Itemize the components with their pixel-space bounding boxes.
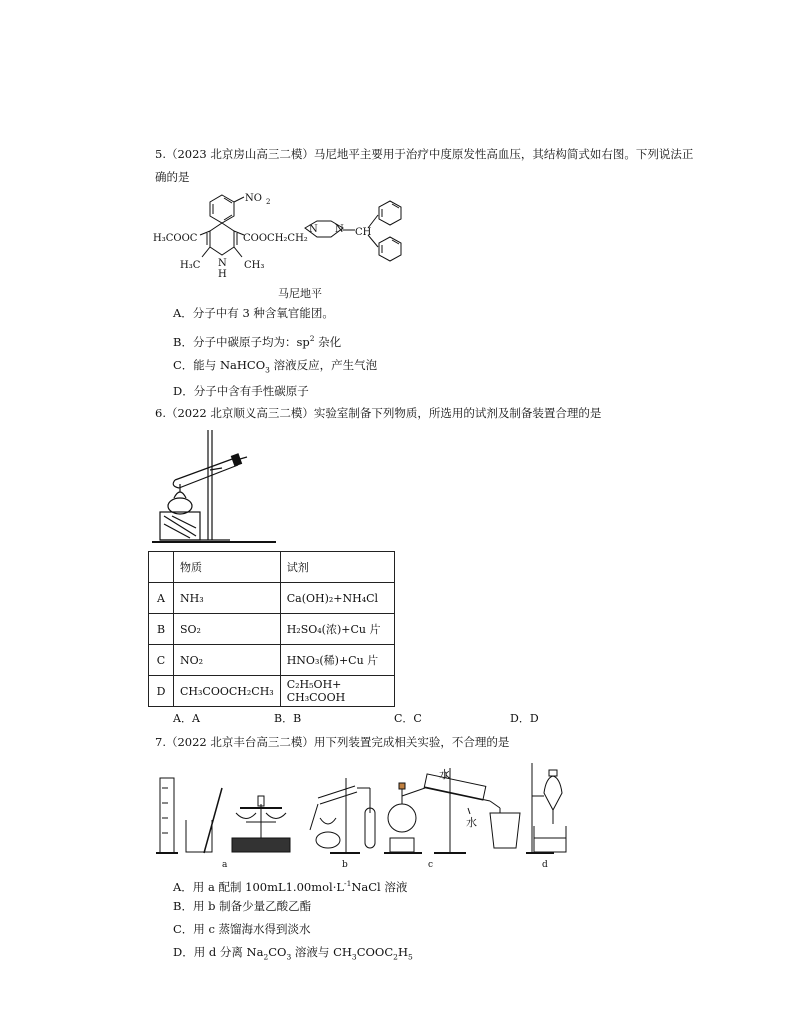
q5-option-a[interactable]: A．分子中有 3 种含氧官能团。 (173, 306, 334, 320)
q5-stem-line2: 确的是 (155, 170, 190, 184)
q7-option-d[interactable]: D．用 d 分离 $Na_2CO_3$ 溶液与 $CH_3COOC_2H_5$ (173, 945, 413, 962)
table-cell: A (149, 583, 174, 614)
header-cell: 试剂 (280, 552, 394, 583)
table-cell: H₂SO₄(浓)+Cu 片 (280, 614, 394, 645)
table-cell: HNO₃(稀)+Cu 片 (280, 645, 394, 676)
table-cell: C₂H₅OH+ CH₃COOH (280, 676, 394, 707)
right-chain-label: COOCH₂CH₂ (243, 233, 308, 244)
q5-option-b[interactable]: B．分子中碳原子均为：$sp^2$ 杂化 (173, 334, 342, 349)
q7-stem: 7.（2022 北京丰台高三二模）用下列装置完成相关实验，不合理的是 (155, 735, 510, 749)
header-cell: 物质 (174, 552, 281, 583)
nh-h: H (218, 269, 227, 280)
lab-apparatus-figure (150, 758, 580, 858)
figure-label-a: a (222, 860, 228, 870)
figure-label-d: d (542, 860, 548, 870)
methyl-left: H₃C (180, 260, 201, 271)
q5-stem-line1: 5.（2023 北京房山高三二模）马尼地平主要用于治疗中度原发性高血压，其结构简式如右图。下列说法正 (155, 147, 694, 161)
table-row (149, 676, 395, 707)
q6-answer-a[interactable]: A．A (173, 712, 200, 725)
manidipine-structure (150, 185, 420, 285)
header-cell (149, 552, 174, 583)
q7-option-c[interactable]: C．用 c 蒸馏海水得到淡水 (173, 922, 311, 936)
table-cell: B (149, 614, 174, 645)
table-cell: C (149, 645, 174, 676)
q5-option-d[interactable]: D．分子中含有手性碳原子 (173, 384, 309, 398)
table-cell: NO₂ (174, 645, 281, 676)
heating-apparatus-figure (150, 428, 280, 548)
table-cell: SO₂ (174, 614, 281, 645)
no2-label: NO (245, 193, 262, 204)
table-cell: Ca(OH)₂+NH₄Cl (280, 583, 394, 614)
q6-answer-d[interactable]: D．D (510, 712, 539, 725)
q6-answer-c[interactable]: C．C (394, 712, 422, 725)
q6-answer-b[interactable]: B．B (274, 712, 302, 725)
svg-text:2: 2 (266, 198, 271, 206)
table-cell: NH₃ (174, 583, 281, 614)
table-header-row (149, 552, 395, 583)
table-row (149, 583, 395, 614)
q5-option-c[interactable]: C．能与 NaHCO$_3$ 溶液反应，产生气泡 (173, 358, 378, 375)
table-cell: D (149, 676, 174, 707)
figure-label-c: c (428, 860, 434, 870)
nh-n: N (218, 258, 227, 269)
q6-stem: 6.（2022 北京顺义高三二模）实验室制备下列物质，所选用的试剂及制备装置合理的是 (155, 406, 602, 420)
q6-table (148, 551, 395, 707)
table-cell: CH₃COOCH₂CH₃ (174, 676, 281, 707)
methyl-right: CH₃ (244, 260, 265, 271)
table-row (149, 614, 395, 645)
ch-label: CH (355, 227, 372, 238)
water-label-2: 水 (466, 816, 477, 829)
table-row (149, 645, 395, 676)
pip-n1: N (309, 224, 318, 235)
left-ester-label: H₃COOC (153, 233, 198, 244)
q7-option-a[interactable]: A．用 a 配制 $100mL1.00mol\cdot L^{-1}NaCl$ 溶液 (173, 879, 408, 894)
structure-caption: 马尼地平 (278, 287, 322, 300)
q7-option-b[interactable]: B．用 b 制备少量乙酸乙酯 (173, 899, 312, 913)
pip-n2: N (335, 224, 344, 235)
water-label-1: 水 (439, 768, 450, 781)
figure-label-b: b (342, 860, 348, 870)
